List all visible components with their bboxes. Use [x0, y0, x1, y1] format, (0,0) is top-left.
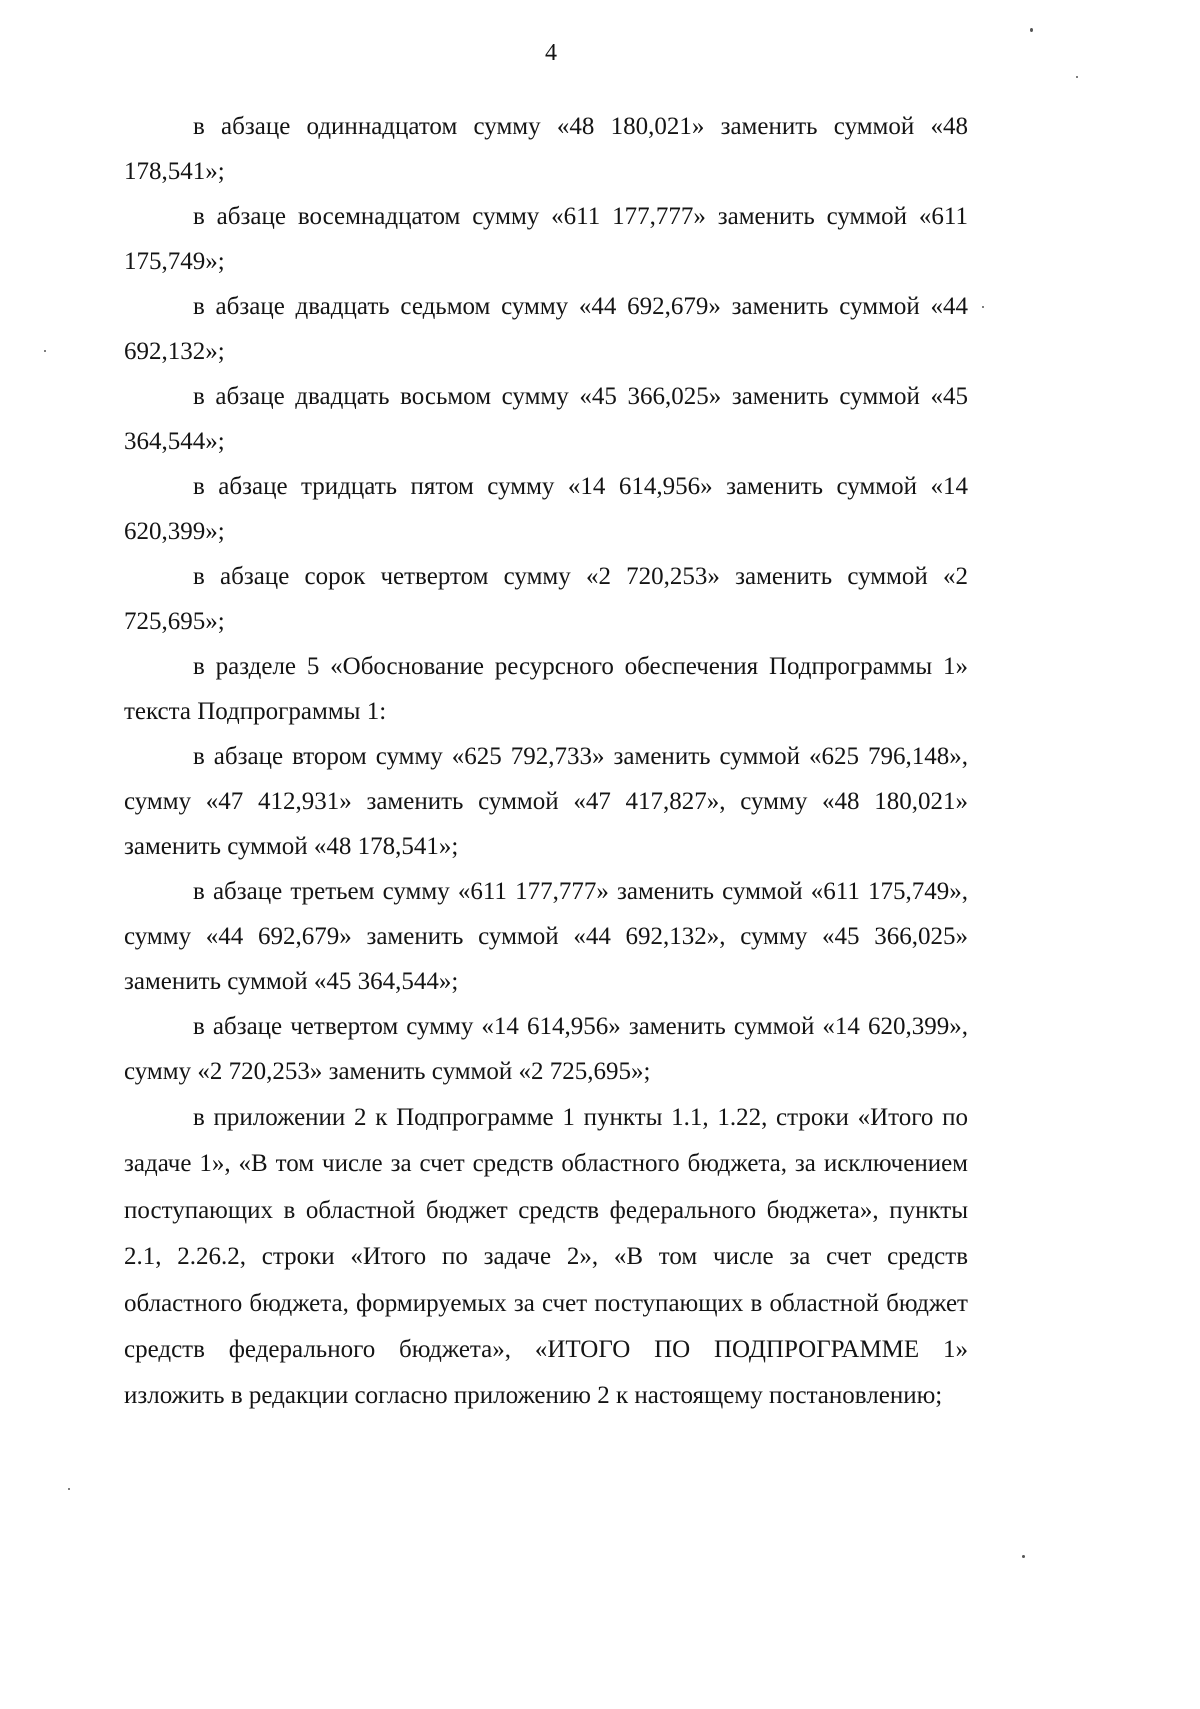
paragraph-3: в абзаце двадцать седьмом сумму «44 692,679» заменить суммой «44 692,132»; — [124, 293, 968, 365]
paragraph-11: в приложении 2 к Подпрограмме 1 пункты 1.1, 1.22, строки «Итого по задаче 1», «В том числе за счет средств областного бюджета, за исключением поступающих в областной бюджет средств федерального бюджета», пункты 2.1, 2.26.2, строки «Итого по задаче 2», «В том числе за счет средств областного бюджета, формируемых за счет поступающих в областной бюджет средств федерального бюджета», «ИТОГО ПО ПОДПРОГРАММЕ 1» изложить в редакции согласно приложению 2 к настоящему постановлению; — [124, 1104, 968, 1410]
paragraph-2: в абзаце восемнадцатом сумму «611 177,777» заменить суммой «611 175,749»; — [124, 203, 968, 275]
paragraph-6: в абзаце сорок четвертом сумму «2 720,253» заменить суммой «2 725,695»; — [124, 563, 968, 635]
scan-speck — [44, 350, 46, 352]
paragraph-4: в абзаце двадцать восьмом сумму «45 366,025» заменить суммой «45 364,544»; — [124, 383, 968, 455]
scan-speck — [1030, 28, 1033, 32]
paragraph-9: в абзаце третьем сумму «611 177,777» заменить суммой «611 175,749», сумму «44 692,679» заменить суммой «44 692,132», сумму «45 366,025» заменить суммой «45 364,544»; — [124, 878, 968, 995]
paragraph-10: в абзаце четвертом сумму «14 614,956» заменить суммой «14 620,399», сумму «2 720,253» заменить суммой «2 725,695»; — [124, 1013, 968, 1085]
paragraph-8: в абзаце втором сумму «625 792,733» заменить суммой «625 796,148», сумму «47 412,931» заменить суммой «47 417,827», сумму «48 180,021» заменить суммой «48 178,541»; — [124, 743, 968, 860]
paragraph-1: в абзаце одиннадцатом сумму «48 180,021» заменить суммой «48 178,541»; — [124, 113, 968, 185]
paragraph-5: в абзаце тридцать пятом сумму «14 614,956» заменить суммой «14 620,399»; — [124, 473, 968, 545]
document-body — [124, 104, 968, 1420]
scan-speck — [68, 1488, 70, 1490]
paragraph-7: в разделе 5 «Обоснование ресурсного обеспечения Подпрограммы 1» текста Подпрограммы 1: — [124, 653, 968, 725]
scan-speck — [1022, 1555, 1025, 1558]
page-number: 4 — [545, 40, 557, 66]
scan-speck — [982, 306, 984, 308]
scan-speck — [1076, 76, 1078, 78]
